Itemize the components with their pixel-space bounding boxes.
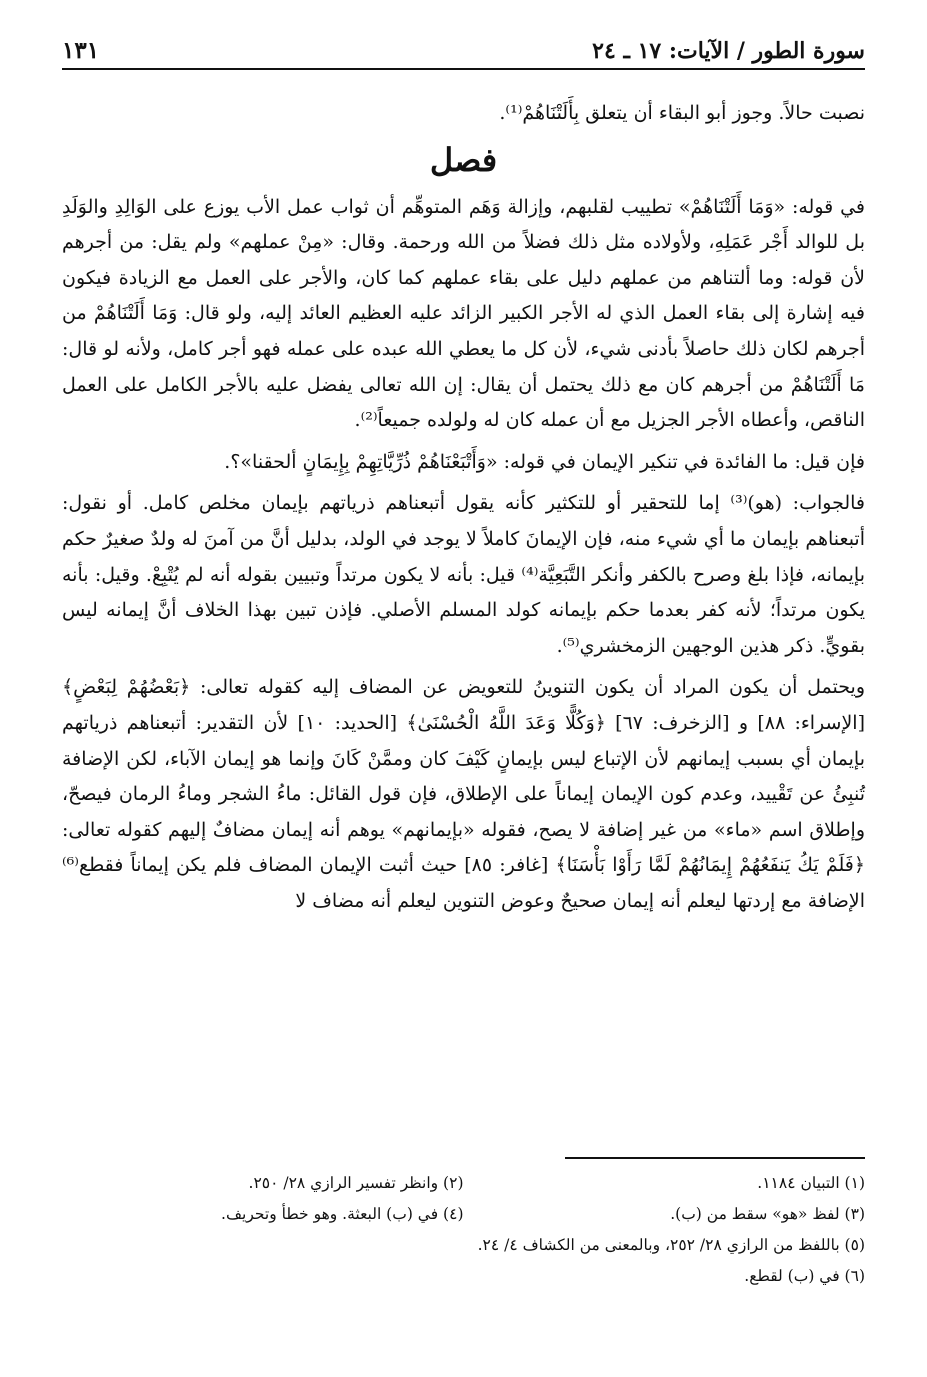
paragraph-intro: نصبت حالاً. وجوز أبو البقاء أن يتعلق بِأَلَتْنَاهُمْ⁽¹⁾. — [499, 102, 865, 124]
footnote-1: (١) التبيان ١١٨٤. — [757, 1174, 865, 1192]
footnote-divider — [565, 1157, 865, 1159]
footnote-4: (٤) في (ب) البعثة. وهو خطأ وتحريف. — [221, 1205, 464, 1223]
page-header — [62, 22, 865, 70]
running-title: سورة الطور / الآيات: ١٧ ـ ٢٤ — [592, 38, 865, 64]
paragraph-1: في قوله: «وَمَا أَلَتْنَاهُمْ» تطييب لقلبهم، وإزالة وَهَم المتوهِّم أن ثواب عمل الأب يوزع على الوَالِدِ والوَلَدِ بل للوالد أَجْر عَمَلِهِ، ولأولاده مثل ذلك فضلاً من الله ورحمة. وقال: «مِنْ عملهم» ولم يقل: من أجرهم لأن قوله: وما ألتناهم من عملهم دليل على بقاء عملهم كما كان، والأجر على العمل مع الزيادة فيكون فيه إشارة إلى بقاء العمل الذي له الأجر الكبير الزائد عليه العظيم العائد إليه، ولو قال: وَمَا أَلَتْنَاهُمْ من أجرهم لكان ذلك حاصلاً بأدنى شيء، لأن كل ما يعطي الله عبده على عمله فهو أجر كامل، ولأنه لو قال: مَا أَلَتْنَاهُمْ من أجرهم كان مع ذلك يحتمل أن يقال: إن الله تعالى يفضل عليه بالأجر الكامل على العمل الناقص، وأعطاه الأجر الجزيل مع أن عمله كان له ولولده جميعاً⁽²⁾. — [62, 195, 865, 432]
footnote-row — [62, 1168, 865, 1199]
paragraph-2: فإن قيل: ما الفائدة في تنكير الإيمان في قوله: «وَأَتْبَعْنَاهُمْ ذُرِّيَّاتِهِمْ بِإِيمَانٍ ألحقنا»؟. — [224, 450, 865, 473]
main-text — [62, 96, 865, 919]
paragraph-4: ويحتمل أن يكون المراد أن يكون التنوينُ للتعويض عن المضاف إليه كقوله تعالى: ﴿بَعْضُهُمْ لِبَعْضٍ﴾ [الإسراء: ٨٨] و [الزخرف: ٦٧] ﴿وَكُلًّا وَعَدَ اللَّهُ الْحُسْنَىٰ﴾ [الحديد: ١٠] لأن التقدير: أتبعناهم ذرياتهم بإيمان أي بسبب إيمانهم لأن الإتباع ليس بإيمانٍ كَيْفَ كان وممَّنْ كَانَ وإنما هو إيمان الآباء، لكن الإضافة تُنبِئُ عن تَقْييد، وعدم كون الإيمان إيماناً على الإطلاق، فإن قول القائل: ماءُ الشجر وماءُ الرمان فيصحّ، وإطلاق اسم «ماء» من غير إضافة لا يصح، فقوله «بإيمانهم» يوهم أنه إيمان مضافٌ إليهم كقوله تعالى: ﴿فَلَمْ يَكُ يَنفَعُهُمْ إِيمَانُهُمْ لَمَّا رَأَوْا بَأْسَنَا﴾ [غافر: ٨٥] حيث أثبت الإيمان المضاف فلم يكن إيماناً فقطع⁽⁶⁾ الإضافة مع إردتها ليعلم أنه إيمان صحيحٌ وعوض التنوين ليعلم أنه مضاف لا — [62, 676, 865, 912]
footnote-2: (٢) وانظر تفسير الرازي ٢٨/ ٢٥٠. — [248, 1174, 464, 1192]
page-number: ١٣١ — [62, 37, 100, 64]
footnote-row — [62, 1199, 865, 1230]
footnote-3: (٣) لفظ «هو» سقط من (ب). — [670, 1205, 865, 1223]
footnotes — [62, 1168, 865, 1292]
paragraph-3: فالجواب: (هو)⁽³⁾ إما للتحقير أو للتكثير كأنه يقول أتبعناهم ذرياتهم بإيمان مخلص كامل. أو نقول: أتبعناهم بإيمان ما أي شيء منه، فإن الإيمانَ كاملاً لا يوجد في الولد، بدليل أنَّ من آمنَ له ولدٌ صغيرٌ حكم بإيمانه، فإذا بلغ وصرح بالكفر وأنكر التَّبَعِيَّة⁽⁴⁾ قيل: بأنه لا يكون مرتداً وتبيين بقوله أنه لم يُتْبِعْ. وقيل: بأنه يكون مرتداً؛ لأنه كفر بعدما حكم بإيمانه كولد المسلم الأصلي. فإذن تبين بهذا الخلاف أنَّ إيمانه ليس بقويٍّ. ذكر هذين الوجهين الزمخشري⁽⁵⁾. — [62, 492, 865, 657]
section-heading: فصل — [429, 140, 498, 179]
footnote-6: (٦) في (ب) لقطع. — [744, 1267, 865, 1285]
footnote-5: (٥) باللفظ من الرازي ٢٨/ ٢٥٢، وبالمعنى من الكشاف ٤/ ٢٤. — [477, 1236, 865, 1254]
